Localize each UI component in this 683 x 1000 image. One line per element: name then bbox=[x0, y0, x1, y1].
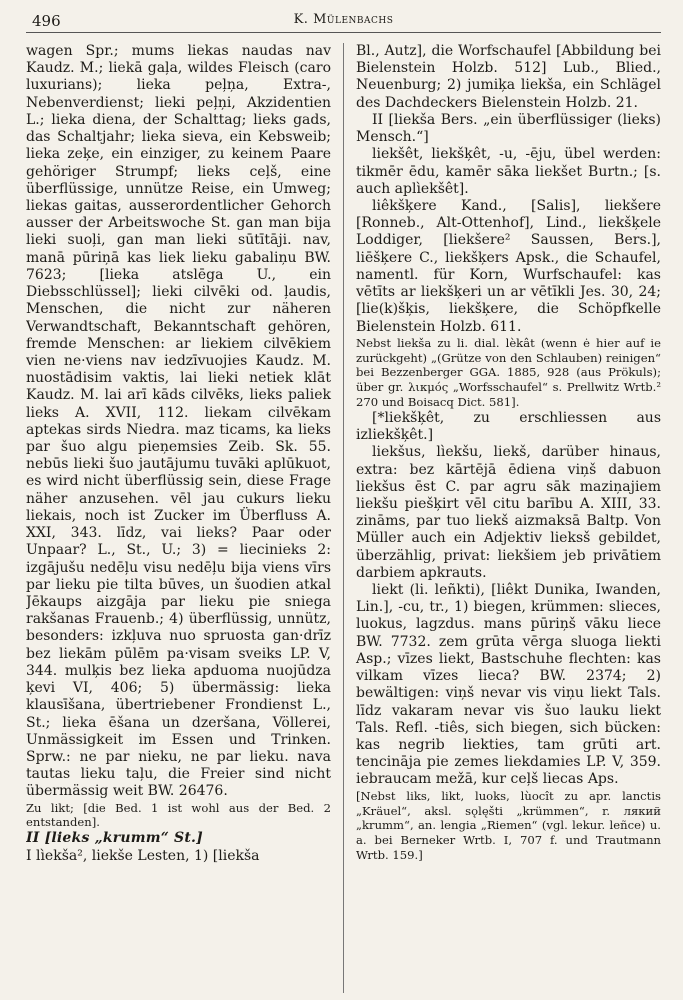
running-title: K. Mülenbachs bbox=[293, 12, 394, 27]
entry-lieksa-i: I lìekša², liekše Lesten, 1) [liekša bbox=[26, 847, 260, 864]
right-column bbox=[343, 43, 661, 993]
page-number: 496 bbox=[32, 12, 61, 30]
entry-liekt: liekt (li. leñkti), [liêkt Dunika, Iwanden, Lin.], -cu, tr., 1) biegen, krümmen: slieces, luokus, lagzdus. mans pūriņš vāku liece BW. 7732. zem grūta vērga sluoga liekti Asp.; vīzes liekt, Bastschuhe flechten: kas vilkam vīzes lieca? BW. 2374; 2) bewältigen: viņš nevar vis viņu liekt Tals. līdz vakaram nevar vis šuo lauku liekt Tals. Refl. -tiês, sich biegen, sich bücken: kas negrib liekties, tam grūti art. tencināja pie zemes liekdamies LP. V, 359. iebraucam mežā, kur ceļš liecas Aps. bbox=[356, 582, 661, 788]
entry-lieksķet-reconstructed: [*liekšķêt, zu erschliessen aus izliekšķêt.] bbox=[356, 409, 661, 444]
etymology-note-lieksa: Nebst liekša zu li. dial. lèkât (wenn ė hier auf ie zurückgeht) „(Grütze von den Schlauben) reinigen“ bei Bezzenberger GGA. 1885, 928 (aus Prökuls); über gr. λικμός „Worfsschaufel“ s. Prellwitz Wrtb.² 270 und Boisacq Dict. 581]. bbox=[356, 335, 661, 410]
etymology-note: Zu likt; [die Bed. 1 ist wohl aus der Bed. 2 entstanden]. bbox=[26, 800, 331, 830]
entry-lieksa-continuation: Bl., Autz], die Worfschaufel [Abbildung bei Bielenstein Holzb. 512] Lub., Blied., Neuenburg; 2) jumiķa liekša, ein Schlägel des Dachdeckers Bielenstein Holzb. 21. bbox=[356, 43, 661, 111]
two-column-body bbox=[26, 43, 661, 993]
page-header bbox=[26, 10, 661, 33]
entry-lieks-ii: II [lieks „krumm“ St.] bbox=[26, 830, 203, 847]
etymology-note-liekt: [Nebst liks, likt, luoks, lùocît zu apr. lanctis „Kräuel“, aksl. sǫlęšti „krümmen“, r. лякий „krumm“, an. lengia „Riemen“ (vgl. lekur. leñce) u. a. bei Berneker Wrtb. I, 707 f. und Trautmann Wrtb. 159.] bbox=[356, 788, 661, 862]
left-column bbox=[26, 43, 343, 993]
entry-continuation: wagen Spr.; mums liekas naudas nav Kaudz. M.; liekā gaļa, wildes Fleisch (caro luxurians); lieka peļņa, Extra-, Nebenverdienst; lieki peļņi, Akzidentien L.; lieka diena, der Schalttag; lieks gads, das Schaltjahr; lieka sieva, ein Kebsweib; lieka zeķe, ein einziger, zu keinem Paare gehöriger Strumpf; lieks ceļš, eine überflüssige, unnütze Reise, ein Umweg; liekas gaitas, ausserordentlicher Gehorch ausser der Arbeitswoche St. gan man bija lieki suoļi, gan man lieki sūtītāji. nav, manā pūriņā kas liek lieku gabaliņu BW. 7623; [lieka atslēga U., ein Diebsschlüssel]; lieki cilvēki od. ļaudis, Menschen, die nicht zur näheren Verwandtschaft, Bekanntschaft gehören, fremde Menschen: ar liekiem cilvēkiem vien ne·viens nav iedzīvuojies Kaudz. M. nuostādisim vaktis, lai lieki netiek klāt Kaudz. M. lai arī kāds cilvēks, lieks paliek lieks A. XVII, 112. liekam cilvēkam aptekas sirds Niedra. maz ticams, ka lieks par šuo algu pieņemsies Zeib. Sk. 55. nebūs lieki šuo jautājumu tuvāki aplūkuot, es wird nicht überflüssig sein, diese Frage näher anzusehen. vēl jau cukurs lieku liekais, noch ist Zucker im Überfluss A. XXI, 343. līdz, vai lieks? Paar oder Unpaar? L., St., U.; 3) = liecinieks 2: izgājušu nedēļu visu nedēļu bija viens vīrs par lieku pie tilta būves, un šuodien atkal Jēkaups aizgāja par lieku pie sniega rakšanas Frauenb.; 4) überflüssig, unnütz, besonders: izkļuva nuo spruosta gan·drīz bez liekām pūlēm pa·visam sveiks LP. V, 344. mulķis bez lieka apduoma nuojūdza ķevi VI, 406; 5) übermässig: lieka klausīšana, übertriebener Frondienst L., St.; lieka ēšana un dzeršana, Völlerei, Unmässigkeit im Essen und Trinken. Sprw.: ne par nieku, ne par lieku. nava tautas lieku taļu, die Freier sind nicht übermässig weit BW. 26476. bbox=[26, 43, 331, 800]
entry-lieksa-ii: II [liekša Bers. „ein überflüssiger (lieks) Mensch.“] bbox=[356, 111, 661, 146]
entry-lieksus: liekšus, lìekšu, liekš, darüber hinaus, extra: bez kārtējā ēdiena viņš dabuon liekšus ēst C. par agru sāk maziņajiem liekšu piešķirt vēl citu barību A. XIII, 33. zināms, par tuo liekš aizmaksā Baltp. Von Müller auch ein Adjektiv lieksš gebildet, überzählig, privat: liekšiem jeb privātiem darbiem apkrauts. bbox=[356, 444, 661, 581]
entry-lieksket: liekšêt, liekšķêt, -u, -ēju, übel werden: tikmēr ēdu, kamēr sāka liekšet Burtn.; [s. auch aplìekšêt]. bbox=[356, 146, 661, 197]
entry-lieksķere: liêkšķere Kand., [Salis], liekšere [Ronneb., Alt-Ottenhof], Lind., liekšķele Loddiger, [liekšere² Saussen, Bers.], liēšķere C., liekšķers Apsk., die Schaufel, namentl. für Korn, Wurfschaufel: kas vētīts ar liekšķeri un ar vētīkli Jes. 30, 24; [lie(k)šķis, liekšķere, die Schöpfkelle Bielenstein Holzb. 611. bbox=[356, 197, 661, 335]
